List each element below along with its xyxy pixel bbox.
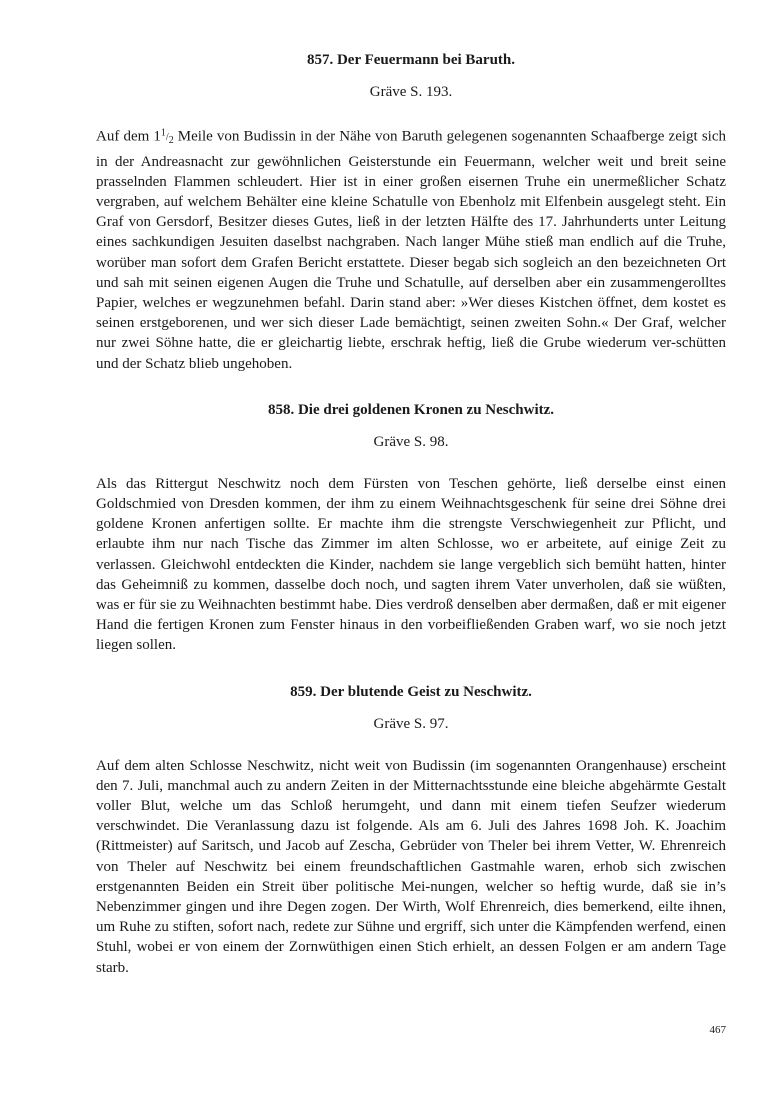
story-857 <box>96 50 726 374</box>
fraction: $^1/_2$ <box>160 128 174 147</box>
story-body: Als das Rittergut Neschwitz noch dem Fürsten von Teschen gehörte, ließ derselbe einst einen Goldschmied von Dresden kommen, der ihm zu einem Weihnachtsgeschenk für seine drei Söhne drei goldene Kronen anfertigen sollte. Er machte ihm die strengste Verschwiegenheit zur Pflicht, und erlaubte ihm nur nach Tische das Zimmer im alten Schlosse, wo er arbeitete, auf einige Zeit zu verlassen. Gleichwohl entdeckten die Kinder, nachdem sie lange vergeblich sich bemüht hatten, hinter das Geheimniß zu kommen, dasselbe doch noch, und sagten ihrem Vater unverholen, daß sie wüßten, was er für sie zu Weihnachten bestimmt habe. Dies verdroß denselben aber dermaßen, daß er mit eigener Hand die fertigen Kronen zum Fenster hinaus in den vorbeifließenden Graben warf, wo sie noch jetzt liegen sollen. <box>96 475 726 654</box>
story-858 <box>96 400 726 656</box>
story-859 <box>96 682 726 978</box>
body-text: Meile von Budissin in der Nähe von Baruth gelegenen sogenannten Schaafberge zeigt sich in der Andreasnacht zur gewöhnlichen Geisterstunde ein Feuermann, welcher weit und breit seine prasselnden Flammen schleudert. Hier ist in einer großen eisernen Truhe ein unermeßlicher Schatz vergraben, auf welchem Behälter eine kleine Schatulle von Ebenholz mit Elfenbein ausgelegt steht. Ein Graf von Gersdorf, Besitzer dieses Gutes, ließ in der letzten Hälfte des 17. Jahrhunderts unter Leitung eines sachkundigen Jesuiten daselbst nachgraben. Nach langer Mühe stieß man endlich auf die Truhe, worüber man sofort dem Grafen Bericht erstattete. Dieser begab sich sogleich an den bezeichneten Ort und sah mit seinen eigenen Augen die Truhe und Schatulle, auf derselben aber ein zusammengerolltes Papier, welches er wegzunehmen befahl. Darin stand aber: »Wer dieses Kistchen öffnet, dem kostet es seinen erstgeborenen, und wer sich dieser Lade bemächtigt, seinen zweiten Sohn.« Der Graf, welcher nur zwei Söhne hatte, die er gleichartig liebte, erschrak heftig, ließ die Grube wiederum ver-schütten und der Schatz blieb ungehoben. <box>96 128 726 372</box>
fraction-numerator: 1 <box>160 128 166 139</box>
story-source: Gräve S. 98. <box>373 433 449 450</box>
body-prefix: Auf dem 1 <box>96 128 161 145</box>
story-source: Gräve S. 193. <box>369 84 453 100</box>
story-body: Auf dem alten Schlosse Neschwitz, nicht weit von Budissin (im sogenannten Orangenhause) erscheint den 7. Juli, manchmal auch zu andern Zeiten in der Mitternachtsstunde eine bleiche abgehärmte Gestalt voller Blut, welche um das Schloß herumgeht, und dann mit einem tiefen Seufzer wiederum verschwindet. Die Veranlassung dazu ist folgende. Als am 6. Juli des Jahres 1698 Joh. K. Joachim (Rittmeister) auf Saritsch, und Jacob auf Zescha, Gebrüder von Theler bei ihrem Vetter, W. Ehrenreich von Theler auf Neschwitz bei einem freundschaftlichen Gastmahle waren, erhob sich zwischen erstgenannten Beiden ein Streit über politische Mei-nungen, welcher so heftig wurde, daß sie in’s Nebenzimmer gingen und ihre Degen zogen. Der Wirth, Wolf Ehrenreich, dies bemerkend, eilte ihnen, um Ruhe zu stiften, sofort nach, redete zur Sühne und ergriff, sich unter die Kämpfenden werfend, einen Stuhl, wobei er von einem der Zornwüthigen einen Stich erhielt, an dessen Folgen er am andern Tage starb. <box>96 757 726 976</box>
story-title: 859. Der blutende Geist zu Neschwitz. <box>290 683 532 700</box>
story-title: 857. Der Feuermann bei Baruth. <box>306 52 516 68</box>
story-body <box>96 124 726 374</box>
page-number: 467 <box>709 1024 726 1036</box>
fraction-denominator: 2 <box>168 135 174 147</box>
story-title: 858. Die drei goldenen Kronen zu Neschwitz. <box>267 401 555 418</box>
page-content <box>96 50 726 988</box>
story-source: Gräve S. 97. <box>373 715 449 732</box>
